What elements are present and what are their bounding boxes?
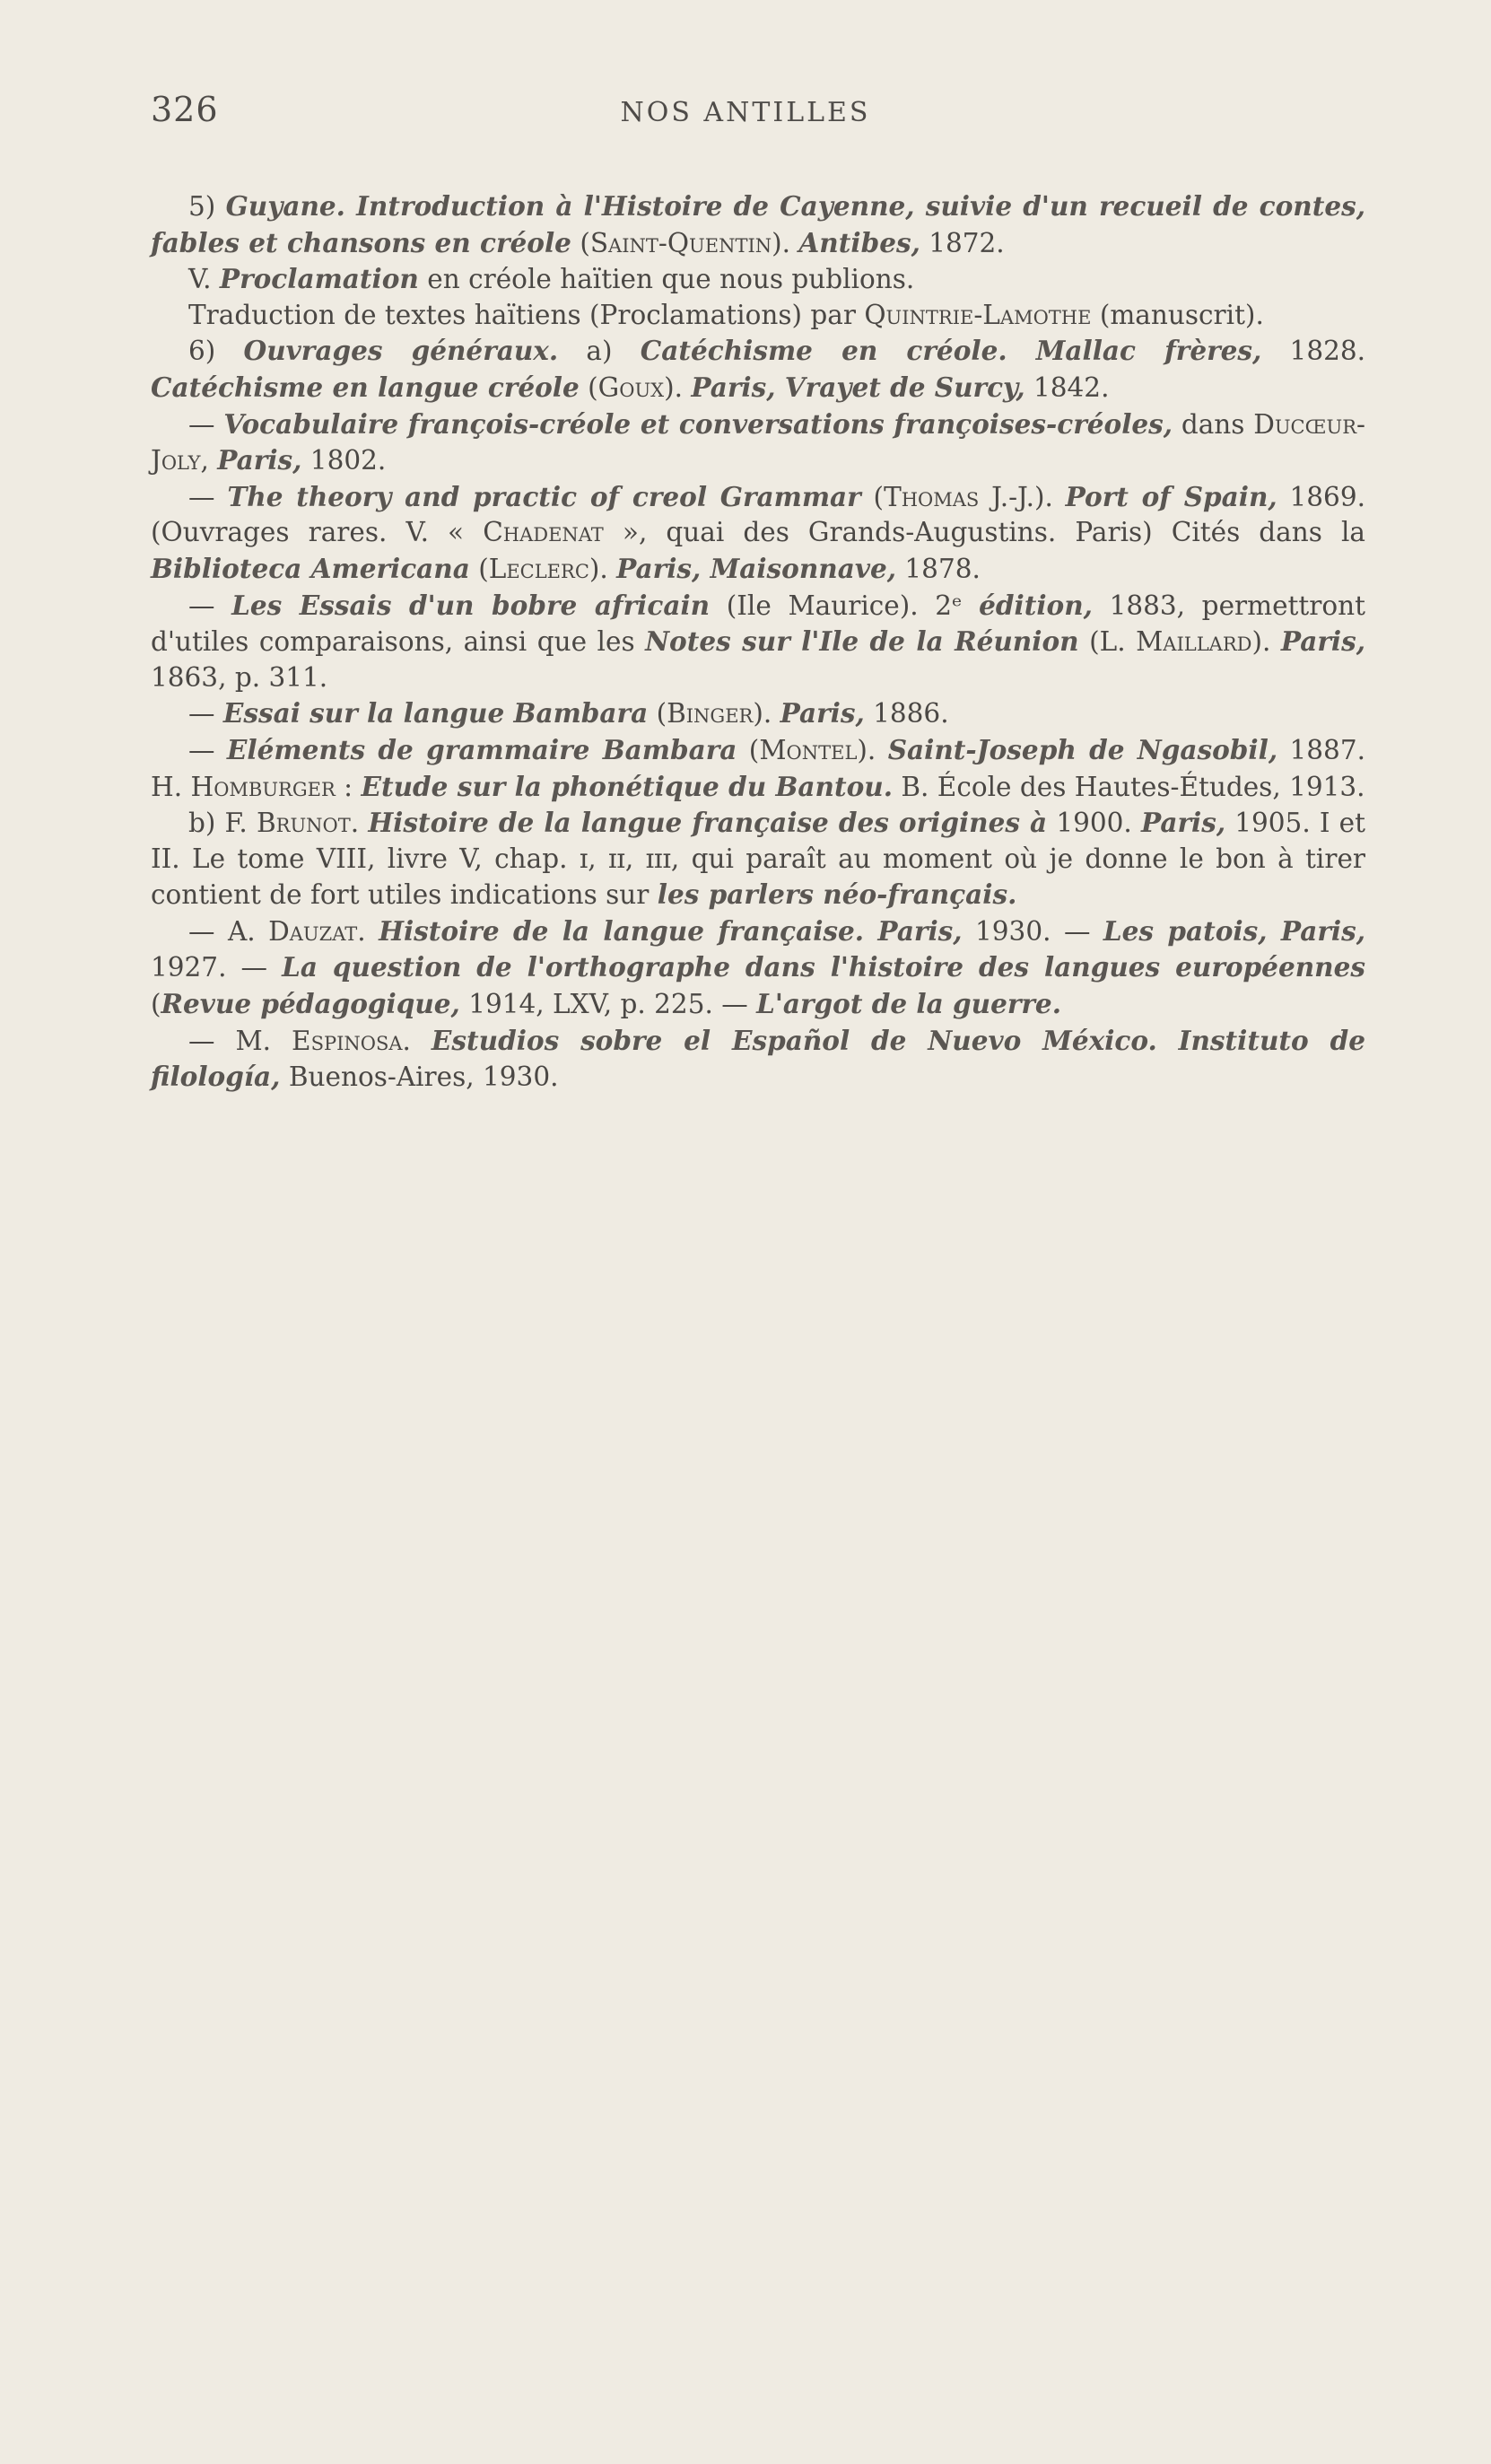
text-run: b) F. [188, 808, 257, 839]
text-run: ). [857, 734, 888, 765]
author-name: Montel [759, 734, 858, 765]
text-run: ( [151, 989, 161, 1020]
paragraph-traduction [151, 298, 1365, 334]
text-run: ). [1251, 626, 1281, 658]
italic-title: Guyane. Introduction à l'Histoire de Cayenne, suivie d'un recueil de contes, fables et chansons en créole [151, 190, 1365, 258]
text-run: 1883, permettront d'utiles comparaisons, ainsi que les [151, 590, 1365, 658]
text-run: ( [648, 698, 667, 730]
text-run: — [188, 734, 227, 765]
italic-title: La question de l'orthographe dans l'histoire des langues européennes [282, 951, 1365, 983]
text-run: 1863, p. 311. [151, 661, 328, 693]
text-run: (L. [1078, 626, 1137, 658]
author-name: Thomas [884, 481, 980, 512]
text-run: 5) [188, 191, 226, 222]
text-run: — [188, 408, 224, 440]
paragraph-proclamation [151, 261, 1365, 298]
text-run: ( [469, 553, 489, 584]
text-run: . [357, 915, 379, 947]
text-run: — [188, 590, 232, 621]
italic-title: Paris, [217, 444, 302, 476]
text-run: — A. [188, 915, 269, 947]
text-run: ). [664, 371, 692, 403]
italic-title: Paris, Vrayet de Surcy, [691, 371, 1025, 403]
page-header [0, 90, 1491, 147]
italic-title: Biblioteca Americana [151, 552, 470, 584]
text-run: 1914, LXV, p. 225. — [459, 989, 757, 1020]
text-run: dans [1173, 408, 1254, 440]
italic-title: Antibes, [798, 226, 920, 258]
text-run: — [188, 481, 228, 512]
italic-title: Paris, [1280, 625, 1366, 658]
text-run: 1886. [864, 698, 949, 730]
page-number: 326 [151, 90, 219, 129]
italic-title: Paris, [780, 697, 865, 730]
text-run: B. École des Hautes-Études, 1913. [892, 771, 1365, 802]
text-run: 1869. (Ouvrages rares. V. « [151, 481, 1365, 548]
italic-title: Histoire de la langue française des origines à [368, 807, 1048, 839]
text-run: Buenos-Aires, 1930. [280, 1062, 559, 1093]
text-run: 6) [188, 336, 244, 367]
italic-title: Notes sur l'Ile de la Réunion [645, 625, 1079, 658]
italic-title: The theory and practic of creol Grammar [227, 480, 861, 512]
italic-title: Catéchisme en créole. Mallac frères, [640, 335, 1262, 367]
text-run: (manuscrit). [1091, 299, 1264, 330]
text-run: V. [188, 264, 220, 295]
paragraph-creol-grammar [151, 479, 1365, 588]
text-run: », quai des Grands-Augustins. Paris) Cités dans la [603, 517, 1365, 548]
italic-title: Eléments de grammaire Bambara [226, 733, 737, 765]
italic-title: édition, [979, 589, 1093, 621]
author-name: Dauzat [268, 915, 358, 947]
text-run: 1828. [1261, 336, 1365, 367]
italic-title: Catéchisme en langue créole [151, 371, 580, 403]
text-run: 1930. — [962, 915, 1103, 947]
italic-title: Port of Spain, [1065, 480, 1277, 512]
text-run: 1878. [896, 553, 981, 584]
italic-title: les parlers néo-français. [657, 878, 1017, 911]
text-run: 1905. I et II. Le tome VIII, livre V, chap. ɪ, ɪɪ, ɪɪɪ, qui paraît au moment où je donne le bon à tirer contient de fort utiles indications sur [151, 808, 1365, 911]
text-run: 1887. H. [151, 734, 1365, 802]
running-title: NOS ANTILLES [620, 97, 871, 128]
author-name: Espinosa [292, 1025, 403, 1056]
text-run: 1802. [301, 445, 387, 476]
italic-title: Ouvrages généraux. [243, 335, 559, 367]
paragraph-essai-bambara [151, 695, 1365, 732]
paragraph-elements-bambara [151, 732, 1365, 805]
author-name: Maillard [1136, 626, 1252, 658]
paragraph-dauzat [151, 913, 1365, 1023]
text-run: — [188, 698, 223, 730]
author-name: Homburger [190, 771, 336, 802]
text-run: ( [571, 227, 590, 258]
text-run: — M. [188, 1025, 292, 1056]
text-run: ). [589, 553, 617, 584]
italic-title: Saint-Joseph de Ngasobil, [887, 733, 1278, 765]
body-text [151, 188, 1365, 1096]
italic-title: Etude sur la phonétique du Bantou. [361, 770, 893, 802]
italic-title: Paris, Maisonnave, [616, 552, 897, 584]
author-name: Brunot [256, 808, 351, 839]
author-name: Quintrie-Lamothe [864, 299, 1092, 330]
author-name: Chadenat [483, 517, 604, 548]
text-run: en créole haïtien que nous publions. [418, 264, 915, 295]
text-run: 1900. [1047, 808, 1141, 839]
text-run: ( [860, 481, 885, 512]
paragraph-vocabulaire [151, 406, 1365, 479]
text-run: Traduction de textes haïtiens (Proclamations) par [188, 299, 865, 330]
author-name: Binger [667, 698, 754, 730]
text-run: . [402, 1025, 432, 1056]
text-run: : [335, 771, 362, 802]
text-run: (Ile Maurice). 2ᵉ [710, 590, 980, 621]
text-run: 1927. — [151, 952, 283, 983]
italic-title: Essai sur la langue Bambara [222, 697, 649, 730]
text-run: ( [737, 734, 760, 765]
italic-title: Les patois, Paris, [1103, 914, 1365, 947]
italic-title: Histoire de la langue française. Paris, [379, 914, 963, 947]
italic-title: Paris, [1140, 807, 1226, 839]
paragraph-guyane [151, 188, 1365, 261]
italic-title: Revue pédagogique, [161, 988, 460, 1020]
italic-title: L'argot de la guerre. [756, 988, 1061, 1020]
italic-title: Estudios sobre el Español de Nuevo México. Instituto de filología, [151, 1024, 1365, 1093]
paragraph-brunot [151, 805, 1365, 913]
paragraph-essais-bobre [151, 588, 1365, 696]
italic-title: Vocabulaire françois-créole et conversations françoises-créoles, [223, 407, 1173, 440]
author-name: Saint-Quentin [589, 227, 772, 258]
text-run: a) [558, 336, 641, 367]
italic-title: Proclamation [219, 263, 419, 295]
text-run: 1872. [920, 227, 1005, 258]
paragraph-ouvrages-generaux [151, 333, 1365, 406]
text-run: ). [753, 698, 780, 730]
text-run: 1842. [1025, 371, 1110, 403]
text-run: ). [772, 227, 799, 258]
paragraph-espinosa [151, 1023, 1365, 1096]
text-run: ( [579, 371, 598, 403]
text-run: . [350, 808, 369, 839]
text-run: J.-J.). [979, 481, 1066, 512]
italic-title: Les Essais d'un bobre africain [231, 589, 711, 621]
text-run: , [200, 445, 218, 476]
author-name: Leclerc [488, 553, 589, 584]
author-name: Ducœur-Joly [151, 408, 1365, 476]
author-name: Goux [597, 371, 665, 403]
